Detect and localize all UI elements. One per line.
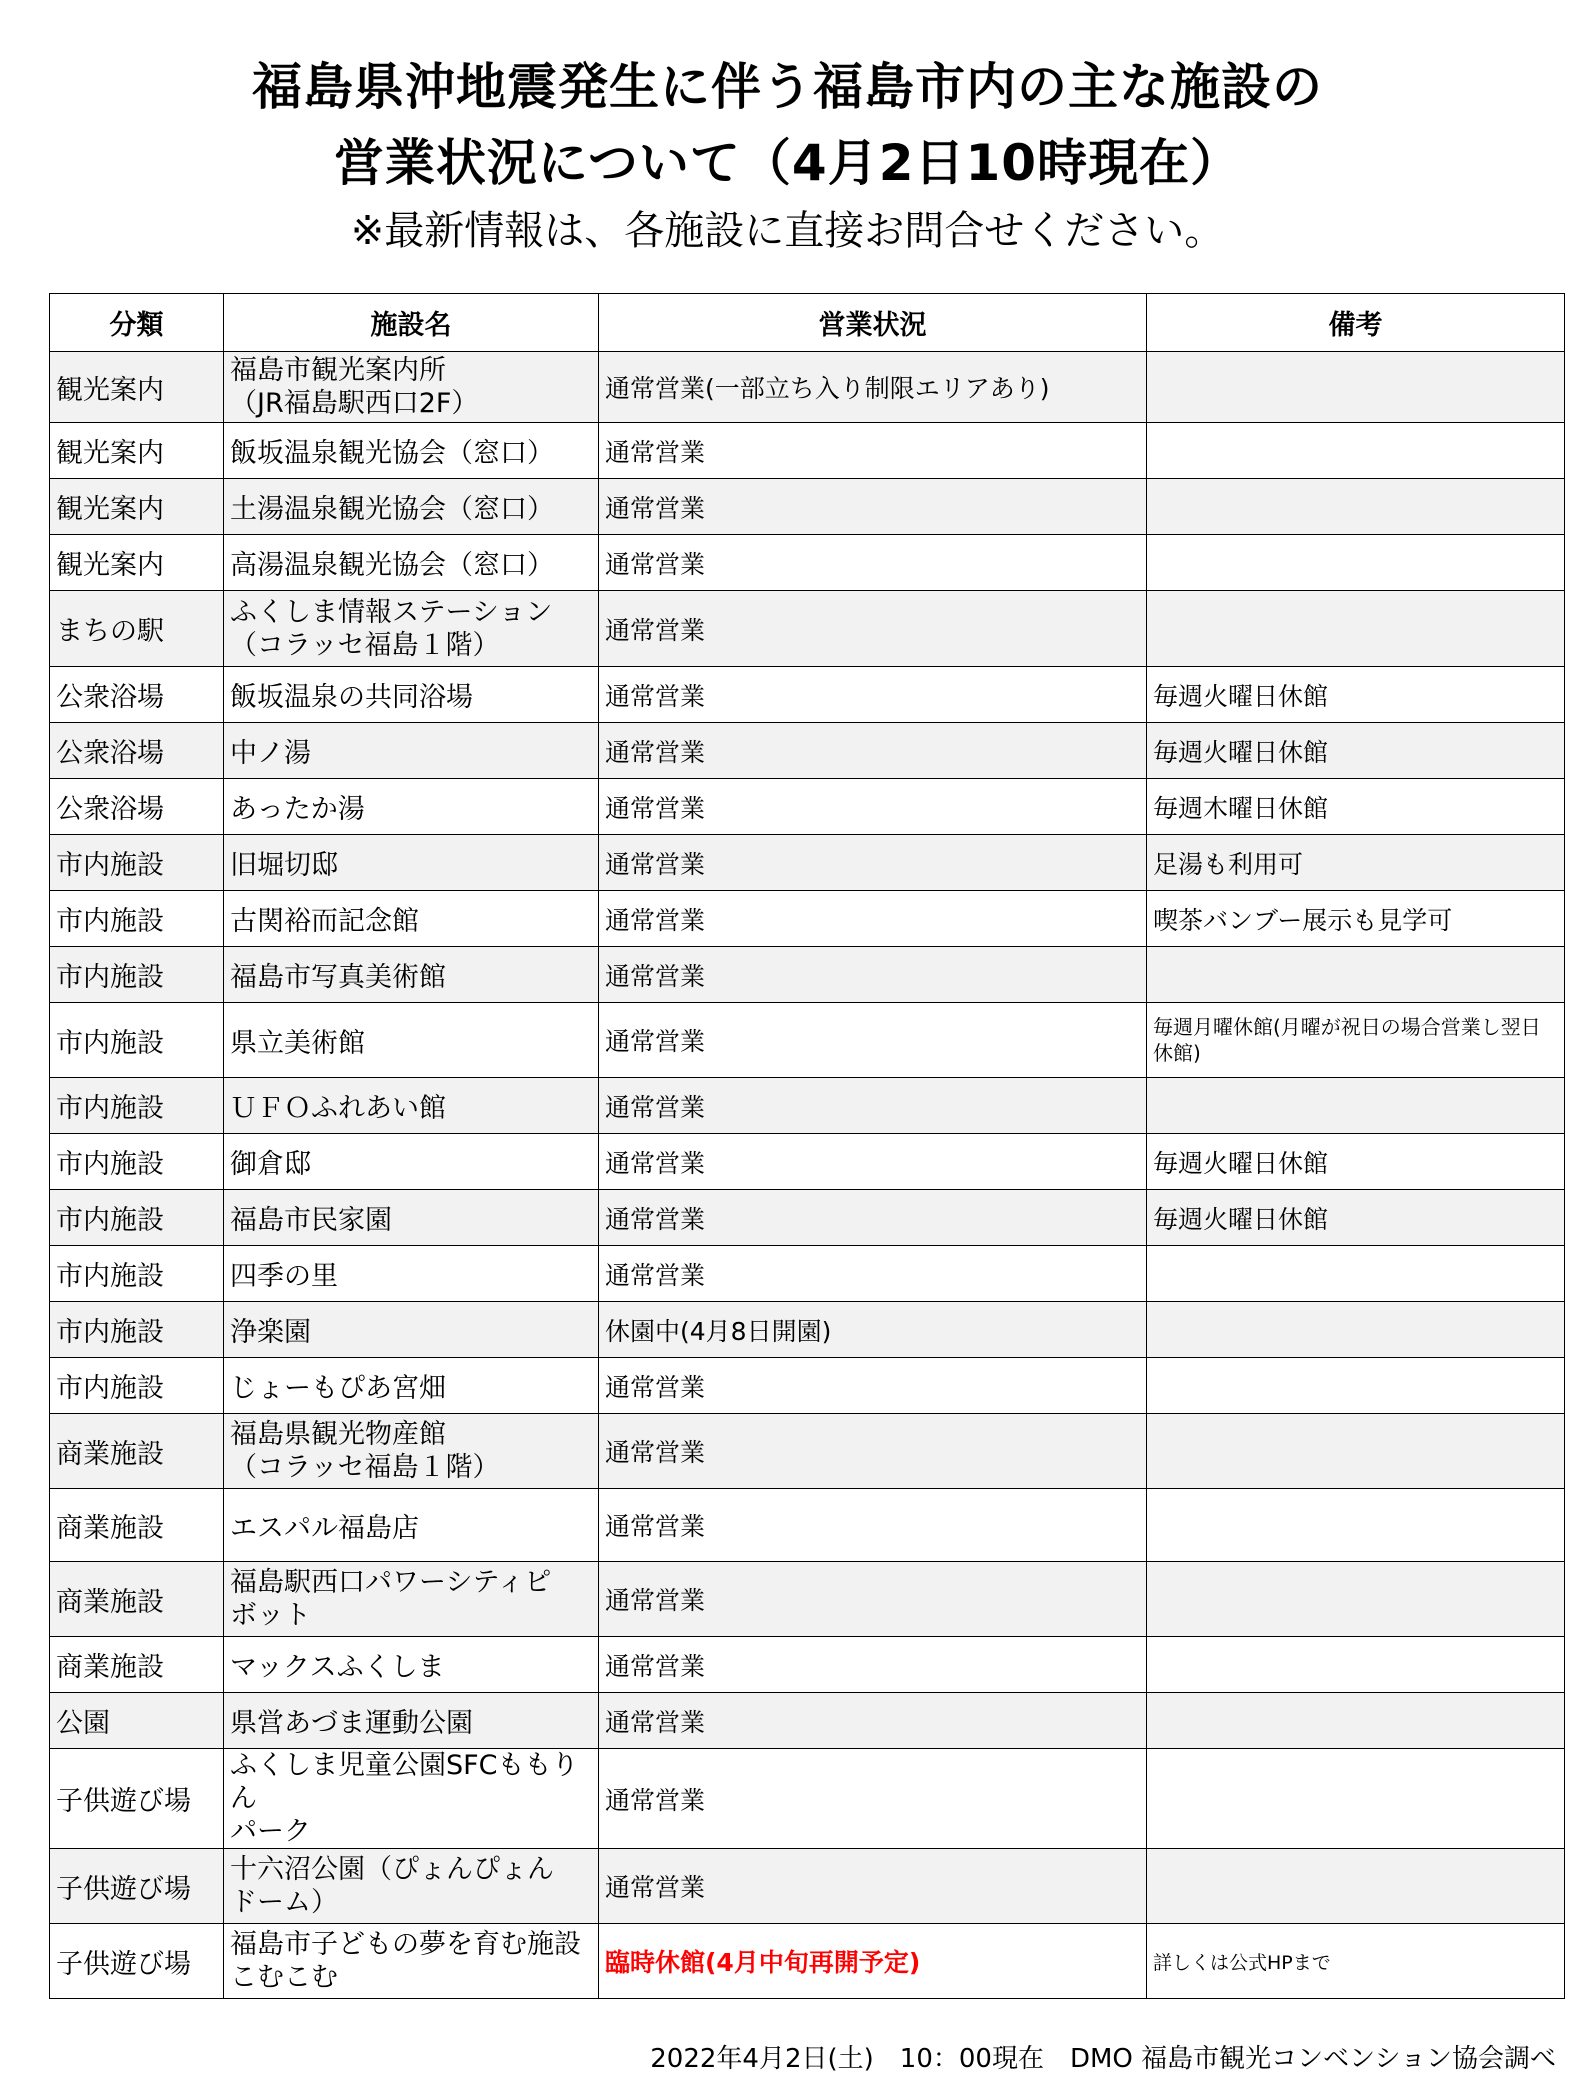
row-category: 公衆浴場 (50, 723, 224, 779)
table-row (50, 1489, 1565, 1562)
row-note (1147, 535, 1565, 591)
row-category: 公衆浴場 (50, 667, 224, 723)
row-facility-name: 旧堀切邸 (224, 835, 599, 891)
row-note (1147, 352, 1565, 423)
name-line-2: パーク (230, 1816, 311, 1847)
row-category: まちの駅 (50, 591, 224, 667)
table-row (50, 947, 1565, 1003)
name-line: 福島駅西口パワーシティピ (230, 1567, 552, 1598)
row-facility-name: 四季の里 (224, 1246, 599, 1302)
header-status: 営業状況 (599, 294, 1147, 352)
row-category: 市内施設 (50, 835, 224, 891)
row-status: 通常営業 (599, 1358, 1147, 1414)
row-note (1147, 1637, 1565, 1693)
row-status: 通常営業 (599, 835, 1147, 891)
header-note: 備考 (1147, 294, 1565, 352)
row-status: 通常営業 (599, 535, 1147, 591)
row-status: 通常営業 (599, 1190, 1147, 1246)
table-row (50, 1190, 1565, 1246)
row-note (1147, 423, 1565, 479)
row-note: 喫茶バンブー展示も見学可 (1147, 891, 1565, 947)
row-status: 通常営業 (599, 1414, 1147, 1489)
row-facility-name: 御倉邸 (224, 1134, 599, 1190)
name-line-2: （コラッセ福島１階） (230, 1452, 500, 1483)
row-status: 通常営業 (599, 1134, 1147, 1190)
page-subtitle: ※最新情報は、各施設に直接お問合せください。 (350, 208, 1225, 254)
row-facility-name: 福島市民家園 (224, 1190, 599, 1246)
row-status: 通常営業 (599, 591, 1147, 667)
table-row (50, 352, 1565, 423)
facility-status-table (49, 293, 1565, 1999)
row-category: 子供遊び場 (50, 1849, 224, 1924)
row-note (1147, 1078, 1565, 1134)
row-category: 商業施設 (50, 1489, 224, 1562)
row-category: 観光案内 (50, 479, 224, 535)
row-facility-name (224, 1849, 599, 1924)
row-note (1147, 1749, 1565, 1849)
name-line: ふくしま児童公園SFCももりん (230, 1750, 579, 1814)
name-line-2: ボット (230, 1600, 311, 1631)
row-category: 観光案内 (50, 352, 224, 423)
row-facility-name (224, 1749, 599, 1849)
row-facility-name: 古関裕而記念館 (224, 891, 599, 947)
row-facility-name (224, 1924, 599, 1999)
table-row (50, 1302, 1565, 1358)
row-note (1147, 1693, 1565, 1749)
table-header-row (50, 294, 1565, 352)
table-row (50, 1078, 1565, 1134)
row-note: 足湯も利用可 (1147, 835, 1565, 891)
name-line-2: （JR福島駅西口2F） (230, 388, 479, 419)
row-note: 詳しくは公式HPまで (1147, 1924, 1565, 1999)
row-status: 通常営業 (599, 1849, 1147, 1924)
row-facility-name: 土湯温泉観光協会（窓口） (224, 479, 599, 535)
footer-credit: 2022年4月2日(土) 10：00現在 DMO 福島市観光コンベンション協会調べ (650, 2044, 1556, 2074)
row-status: 通常営業 (599, 423, 1147, 479)
row-facility-name: じょーもぴあ宮畑 (224, 1358, 599, 1414)
row-note: 毎週火曜日休館 (1147, 723, 1565, 779)
row-note (1147, 1302, 1565, 1358)
row-status: 通常営業 (599, 479, 1147, 535)
header-category: 分類 (50, 294, 224, 352)
row-note (1147, 479, 1565, 535)
row-note: 毎週月曜休館(月曜が祝日の場合営業し翌日休館) (1147, 1003, 1565, 1078)
table-row (50, 479, 1565, 535)
row-facility-name: 高湯温泉観光協会（窓口） (224, 535, 599, 591)
name-line: ふくしま情報ステーション (230, 596, 553, 628)
row-status: 通常営業 (599, 1637, 1147, 1693)
table-row (50, 1003, 1565, 1078)
name-line-2: こむこむ (230, 1962, 338, 1993)
table-row (50, 667, 1565, 723)
row-note: 毎週火曜日休館 (1147, 1190, 1565, 1246)
row-status: 通常営業 (599, 891, 1147, 947)
row-category: 公衆浴場 (50, 779, 224, 835)
name-line: 福島市観光案内所 (230, 355, 446, 386)
row-note (1147, 1358, 1565, 1414)
row-facility-name: 福島市写真美術館 (224, 947, 599, 1003)
row-facility-name: 中ノ湯 (224, 723, 599, 779)
row-status: 通常営業 (599, 779, 1147, 835)
row-note: 毎週火曜日休館 (1147, 667, 1565, 723)
name-line: 福島市子どもの夢を育む施設 (230, 1929, 581, 1960)
table-row (50, 1134, 1565, 1190)
page-title-line2: 営業状況について（4月2日10時現在） (333, 134, 1242, 192)
row-status: 通常営業 (599, 947, 1147, 1003)
row-facility-name: 飯坂温泉の共同浴場 (224, 667, 599, 723)
table-row (50, 891, 1565, 947)
row-category: 商業施設 (50, 1562, 224, 1637)
row-note (1147, 947, 1565, 1003)
row-status: 通常営業 (599, 1749, 1147, 1849)
row-facility-name (224, 352, 599, 423)
table-row (50, 591, 1565, 667)
row-note: 毎週木曜日休館 (1147, 779, 1565, 835)
row-status: 通常営業 (599, 1078, 1147, 1134)
row-category: 市内施設 (50, 1003, 224, 1078)
header-facility-name: 施設名 (224, 294, 599, 352)
row-note (1147, 1489, 1565, 1562)
name-line: 福島県観光物産館 (230, 1419, 446, 1450)
row-status: 通常営業 (599, 1562, 1147, 1637)
row-note (1147, 591, 1565, 667)
table-row (50, 423, 1565, 479)
table-row (50, 723, 1565, 779)
row-status: 通常営業 (599, 1693, 1147, 1749)
row-status-closed: 臨時休館(4月中旬再開予定) (599, 1924, 1147, 1999)
row-facility-name (224, 591, 599, 667)
row-note (1147, 1562, 1565, 1637)
row-category: 商業施設 (50, 1414, 224, 1489)
row-facility-name: 県営あづま運動公園 (224, 1693, 599, 1749)
table-row (50, 1637, 1565, 1693)
row-note (1147, 1246, 1565, 1302)
row-category: 市内施設 (50, 1190, 224, 1246)
row-status: 通常営業 (599, 1003, 1147, 1078)
row-category: 公園 (50, 1693, 224, 1749)
row-category: 市内施設 (50, 891, 224, 947)
name-line: 十六沼公園（ぴょんぴょん (230, 1854, 554, 1885)
row-facility-name: マックスふくしま (224, 1637, 599, 1693)
row-facility-name: エスパル福島店 (224, 1489, 599, 1562)
row-note (1147, 1849, 1565, 1924)
table-row (50, 1693, 1565, 1749)
row-status: 休園中(4月8日開園) (599, 1302, 1147, 1358)
row-facility-name (224, 1562, 599, 1637)
row-note (1147, 1414, 1565, 1489)
table-row (50, 1414, 1565, 1489)
row-category: 子供遊び場 (50, 1924, 224, 1999)
page-title-line1: 福島県沖地震発生に伴う福島市内の主な施設の (252, 58, 1323, 116)
row-category: 市内施設 (50, 1134, 224, 1190)
table-row (50, 835, 1565, 891)
row-category: 子供遊び場 (50, 1749, 224, 1849)
table-row (50, 1749, 1565, 1849)
row-category: 市内施設 (50, 1302, 224, 1358)
row-status: 通常営業 (599, 667, 1147, 723)
table-row (50, 1246, 1565, 1302)
row-facility-name: 浄楽園 (224, 1302, 599, 1358)
name-line-2: ドーム） (230, 1887, 338, 1918)
table-row (50, 1924, 1565, 1999)
row-facility-name: ＵＦＯふれあい館 (224, 1078, 599, 1134)
row-facility-name: 県立美術館 (224, 1003, 599, 1078)
row-category: 観光案内 (50, 423, 224, 479)
row-facility-name (224, 1414, 599, 1489)
row-status: 通常営業 (599, 1246, 1147, 1302)
row-status: 通常営業 (599, 723, 1147, 779)
table-row (50, 535, 1565, 591)
row-category: 市内施設 (50, 1246, 224, 1302)
row-category: 商業施設 (50, 1637, 224, 1693)
table-row (50, 1562, 1565, 1637)
table-row (50, 779, 1565, 835)
table-row (50, 1849, 1565, 1924)
name-line-2: （コラッセ福島１階） (230, 629, 500, 661)
row-category: 市内施設 (50, 947, 224, 1003)
table-row (50, 1358, 1565, 1414)
row-category: 市内施設 (50, 1358, 224, 1414)
row-facility-name: あったか湯 (224, 779, 599, 835)
row-status: 通常営業 (599, 1489, 1147, 1562)
row-status: 通常営業(一部立ち入り制限エリアあり) (599, 352, 1147, 423)
row-category: 観光案内 (50, 535, 224, 591)
row-note: 毎週火曜日休館 (1147, 1134, 1565, 1190)
row-facility-name: 飯坂温泉観光協会（窓口） (224, 423, 599, 479)
row-category: 市内施設 (50, 1078, 224, 1134)
